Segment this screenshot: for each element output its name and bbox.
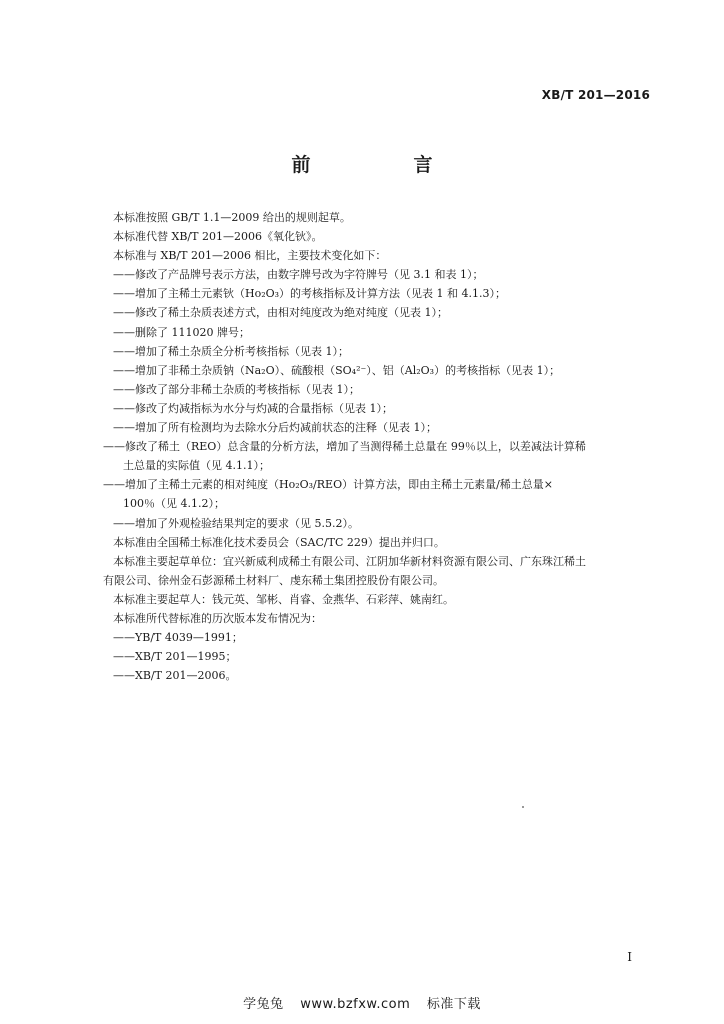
change-item: ——修改了稀土杂质表述方式，由相对纯度改为绝对纯度（见表 1）； [113,306,448,320]
foreword-paragraph: 本标准按照 GB/T 1.1—2009 给出的规则起草。 [113,211,351,224]
change-item: ——增加了所有检测均为去除水分后灼减前状态的注释（见表 1）； [113,421,437,435]
footer-url[interactable]: www.bzfxw.com [300,997,411,1012]
change-item-reo: ——修改了稀土（REO）总含量的分析方法，增加了当测得稀土总量在 99％以上，以差减法计算稀 [103,440,586,454]
standard-code: XB/T 201—2016 [541,88,650,102]
drafting-units-continued: 有限公司、徐州金石彭源稀土材料厂、虔东稀土集团控股份有限公司。 [103,573,444,587]
foreword-paragraph: 本标准与 XB/T 201—2006 相比，主要技术变化如下： [113,249,387,263]
change-item: ——修改了灼减指标为水分与灼减的合量指标（见表 1）； [113,401,393,415]
footer-tagline: 标准下载 [426,997,481,1012]
foreword-paragraph: 本标准由全国稀土标准化技术委员会（SAC/TC 229）提出并归口。 [113,535,445,549]
history-item: ——XB/T 201—1995； [113,650,237,664]
page-title: 前 言 [291,154,475,176]
foreword-paragraph: 本标准代替 XB/T 201—2006《氧化钬》。 [113,230,323,244]
change-item: ——增加了外观检验结果判定的要求（见 5.5.2）。 [113,516,359,530]
page-number: I [627,950,632,964]
change-item: ——删除了 111020 牌号； [113,325,250,339]
foreword-body [103,208,653,685]
history-item: ——XB/T 201—2006。 [113,669,237,683]
footer-watermark [0,993,724,1012]
foreword-paragraph: 本标准所代替标准的历次版本发布情况为： [113,611,322,625]
scan-speck [522,806,524,808]
change-item-reo-continued: 土总量的实际值（见 4.1.1）； [123,459,270,473]
change-item: ——增加了主稀土元素钬（Ho₂O₃）的考核指标及计算方法（见表 1 和 4.1.3）； [113,287,507,301]
change-item-purity: ——增加了主稀土元素的相对纯度（Ho₂O₃/REO）计算方法，即由主稀土元素量/稀土总量× [103,478,554,492]
change-item-purity-continued: 100％（见 4.1.2）； [123,497,225,511]
change-item: ——修改了部分非稀土杂质的考核指标（见表 1）； [113,382,360,396]
change-item: ——修改了产品牌号表示方法，由数字牌号改为字符牌号（见 3.1 和表 1）； [113,268,484,282]
footer-site-name: 学兔兔 [243,997,284,1012]
change-item: ——增加了非稀土杂质钠（Na₂O）、硫酸根（SO₄²⁻）、铝（Al₂O₃）的考核指标（见表 1）； [113,363,561,377]
history-item: ——YB/T 4039—1991； [113,631,243,645]
drafters: 本标准主要起草人：钱元英、邹彬、肖睿、金燕华、石彩萍、姚南红。 [113,592,454,606]
drafting-units: 本标准主要起草单位：宜兴新威利成稀土有限公司、江阴加华新材料资源有限公司、广东珠江稀土 [113,554,586,568]
change-item: ——增加了稀土杂质全分析考核指标（见表 1）； [113,344,349,358]
